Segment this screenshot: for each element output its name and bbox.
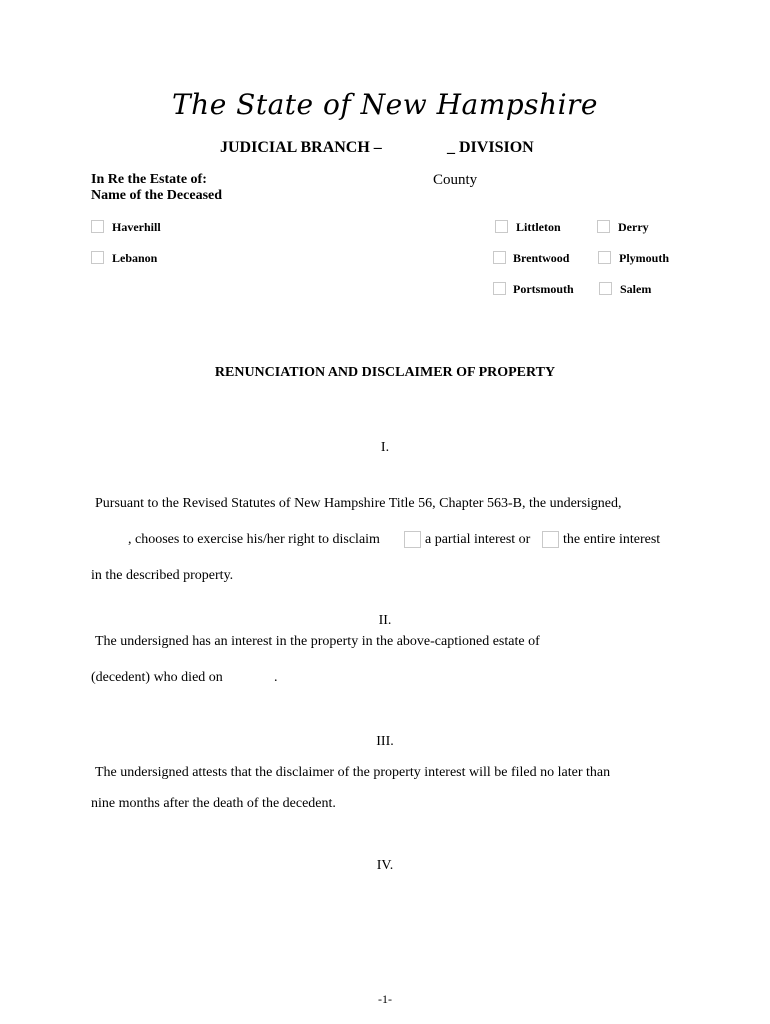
littleton-checkbox[interactable] [495,220,508,233]
portsmouth-checkbox[interactable] [493,282,506,295]
haverhill-label: Haverhill [112,220,161,234]
estate-of-label: In Re the Estate of: [91,172,207,187]
section-2-number: II. [378,613,392,628]
littleton-label: Littleton [516,220,561,234]
section-3-line-2: nine months after the death of the decedent. [91,796,336,811]
county-label: County [433,172,478,188]
deceased-name-label: Name of the Deceased [91,188,223,203]
entire-interest-label: the entire interest [563,532,661,547]
document-title: RENUNCIATION AND DISCLAIMER OF PROPERTY [214,365,556,380]
salem-label: Salem [620,282,652,296]
section-3-line-1: The undersigned attests that the disclaimer of the property interest will be filed no later than [95,765,611,780]
section-2-line-2: (decedent) who died on [91,670,223,685]
section-1-line-2a: , chooses to exercise his/her right to disclaim [128,532,380,547]
lebanon-label: Lebanon [112,251,158,265]
portsmouth-label: Portsmouth [513,282,574,296]
plymouth-checkbox[interactable] [598,251,611,264]
section-4-number: IV. [376,858,394,873]
partial-interest-label: a partial interest or [425,532,531,547]
salem-checkbox[interactable] [599,282,612,295]
brentwood-label: Brentwood [513,251,570,265]
section-2-period: . [274,670,278,685]
brentwood-checkbox[interactable] [493,251,506,264]
state-title: The State of New Hampshire [172,88,598,121]
section-3-number: III. [376,734,394,749]
haverhill-checkbox[interactable] [91,220,104,233]
section-1-line-3: in the described property. [91,568,234,583]
plymouth-label: Plymouth [619,251,670,265]
entire-interest-checkbox[interactable] [542,531,559,548]
page-number: -1- [378,992,392,1006]
judicial-branch-label: JUDICIAL BRANCH – [220,139,382,156]
division-label: _ DIVISION [447,139,534,156]
section-1-line-1: Pursuant to the Revised Statutes of New Hampshire Title 56, Chapter 563-B, the undersigned, [95,496,622,511]
derry-label: Derry [618,220,649,234]
derry-checkbox[interactable] [597,220,610,233]
section-2-line-1: The undersigned has an interest in the property in the above-captioned estate of [95,634,540,649]
partial-interest-checkbox[interactable] [404,531,421,548]
section-1-number: I. [380,440,390,455]
lebanon-checkbox[interactable] [91,251,104,264]
